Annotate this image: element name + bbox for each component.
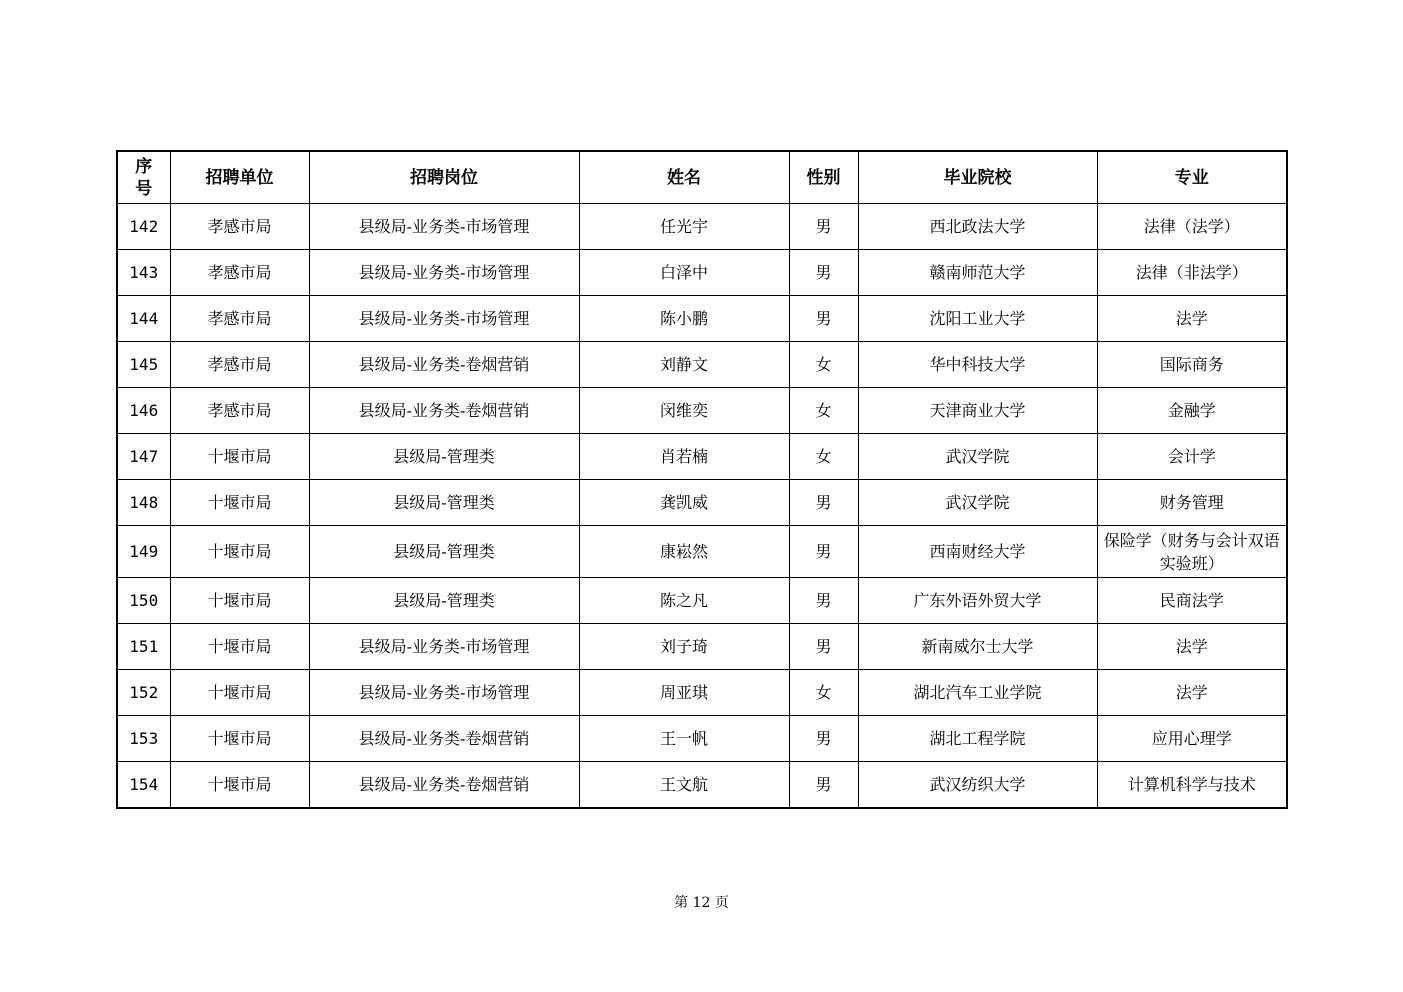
- cell-index: 149: [117, 526, 170, 578]
- cell-gender: 男: [789, 716, 858, 762]
- cell-unit: 孝感市局: [170, 388, 309, 434]
- cell-major: 法律（非法学）: [1097, 250, 1287, 296]
- cell-name: 闵维奕: [579, 388, 789, 434]
- cell-gender: 男: [789, 250, 858, 296]
- table-row: [117, 296, 1287, 342]
- cell-index: 152: [117, 670, 170, 716]
- cell-index: 150: [117, 578, 170, 624]
- cell-school: 湖北汽车工业学院: [858, 670, 1097, 716]
- cell-gender: 男: [789, 526, 858, 578]
- cell-unit: 孝感市局: [170, 204, 309, 250]
- cell-name: 肖若楠: [579, 434, 789, 480]
- header-name: 姓名: [579, 151, 789, 204]
- table-row: [117, 250, 1287, 296]
- cell-unit: 十堰市局: [170, 526, 309, 578]
- cell-position: 县级局-业务类-市场管理: [309, 670, 579, 716]
- header-unit: 招聘单位: [170, 151, 309, 204]
- cell-position: 县级局-业务类-市场管理: [309, 624, 579, 670]
- cell-name: 陈之凡: [579, 578, 789, 624]
- cell-index: 151: [117, 624, 170, 670]
- cell-name: 任光宇: [579, 204, 789, 250]
- table-header-row: [117, 151, 1287, 204]
- cell-name: 王文航: [579, 762, 789, 809]
- cell-index: 153: [117, 716, 170, 762]
- table-row: [117, 388, 1287, 434]
- cell-index: 144: [117, 296, 170, 342]
- cell-major: 金融学: [1097, 388, 1287, 434]
- table-row: [117, 480, 1287, 526]
- cell-unit: 十堰市局: [170, 624, 309, 670]
- cell-name: 陈小鹏: [579, 296, 789, 342]
- cell-index: 143: [117, 250, 170, 296]
- cell-name: 周亚琪: [579, 670, 789, 716]
- header-school: 毕业院校: [858, 151, 1097, 204]
- cell-major: 计算机科学与技术: [1097, 762, 1287, 809]
- cell-school: 华中科技大学: [858, 342, 1097, 388]
- cell-gender: 女: [789, 434, 858, 480]
- cell-school: 广东外语外贸大学: [858, 578, 1097, 624]
- header-major: 专业: [1097, 151, 1287, 204]
- cell-major: 法学: [1097, 296, 1287, 342]
- table-row: [117, 670, 1287, 716]
- cell-position: 县级局-业务类-卷烟营销: [309, 762, 579, 809]
- cell-school: 武汉纺织大学: [858, 762, 1097, 809]
- cell-position: 县级局-业务类-卷烟营销: [309, 388, 579, 434]
- cell-name: 龚凯威: [579, 480, 789, 526]
- cell-major: 保险学（财务与会计双语实验班）: [1097, 526, 1287, 578]
- cell-school: 武汉学院: [858, 434, 1097, 480]
- table-row: [117, 762, 1287, 809]
- cell-school: 西南财经大学: [858, 526, 1097, 578]
- cell-index: 148: [117, 480, 170, 526]
- cell-name: 康崧然: [579, 526, 789, 578]
- table-row: [117, 526, 1287, 578]
- cell-school: 新南威尔士大学: [858, 624, 1097, 670]
- page-number: 第 12 页: [674, 895, 729, 911]
- table-row: [117, 434, 1287, 480]
- cell-unit: 十堰市局: [170, 762, 309, 809]
- cell-major: 国际商务: [1097, 342, 1287, 388]
- cell-unit: 十堰市局: [170, 578, 309, 624]
- cell-name: 白泽中: [579, 250, 789, 296]
- cell-gender: 女: [789, 670, 858, 716]
- cell-index: 146: [117, 388, 170, 434]
- table-row: [117, 716, 1287, 762]
- cell-school: 赣南师范大学: [858, 250, 1097, 296]
- table-row: [117, 624, 1287, 670]
- cell-index: 154: [117, 762, 170, 809]
- cell-gender: 女: [789, 342, 858, 388]
- table-row: [117, 342, 1287, 388]
- cell-school: 武汉学院: [858, 480, 1097, 526]
- cell-position: 县级局-业务类-卷烟营销: [309, 716, 579, 762]
- header-gender: 性别: [789, 151, 858, 204]
- cell-gender: 男: [789, 296, 858, 342]
- cell-unit: 十堰市局: [170, 670, 309, 716]
- cell-unit: 孝感市局: [170, 342, 309, 388]
- cell-gender: 男: [789, 624, 858, 670]
- cell-major: 应用心理学: [1097, 716, 1287, 762]
- cell-position: 县级局-管理类: [309, 480, 579, 526]
- cell-name: 王一帆: [579, 716, 789, 762]
- cell-name: 刘子琦: [579, 624, 789, 670]
- cell-unit: 十堰市局: [170, 434, 309, 480]
- cell-major: 法学: [1097, 670, 1287, 716]
- cell-position: 县级局-业务类-市场管理: [309, 250, 579, 296]
- cell-index: 147: [117, 434, 170, 480]
- cell-unit: 十堰市局: [170, 716, 309, 762]
- cell-position: 县级局-管理类: [309, 434, 579, 480]
- table-row: [117, 578, 1287, 624]
- table-row: [117, 204, 1287, 250]
- cell-school: 天津商业大学: [858, 388, 1097, 434]
- cell-gender: 女: [789, 388, 858, 434]
- cell-position: 县级局-管理类: [309, 578, 579, 624]
- cell-major: 法学: [1097, 624, 1287, 670]
- header-index: 序号: [117, 151, 170, 204]
- cell-unit: 孝感市局: [170, 296, 309, 342]
- cell-school: 沈阳工业大学: [858, 296, 1097, 342]
- cell-position: 县级局-管理类: [309, 526, 579, 578]
- cell-position: 县级局-业务类-市场管理: [309, 296, 579, 342]
- header-position: 招聘岗位: [309, 151, 579, 204]
- cell-gender: 男: [789, 578, 858, 624]
- cell-index: 145: [117, 342, 170, 388]
- cell-major: 财务管理: [1097, 480, 1287, 526]
- cell-gender: 男: [789, 762, 858, 809]
- cell-position: 县级局-业务类-市场管理: [309, 204, 579, 250]
- cell-gender: 男: [789, 204, 858, 250]
- cell-school: 西北政法大学: [858, 204, 1097, 250]
- roster-table: [116, 150, 1288, 809]
- cell-index: 142: [117, 204, 170, 250]
- cell-unit: 十堰市局: [170, 480, 309, 526]
- cell-name: 刘静文: [579, 342, 789, 388]
- cell-major: 民商法学: [1097, 578, 1287, 624]
- cell-gender: 男: [789, 480, 858, 526]
- cell-major: 法律（法学）: [1097, 204, 1287, 250]
- cell-major: 会计学: [1097, 434, 1287, 480]
- cell-position: 县级局-业务类-卷烟营销: [309, 342, 579, 388]
- cell-school: 湖北工程学院: [858, 716, 1097, 762]
- cell-unit: 孝感市局: [170, 250, 309, 296]
